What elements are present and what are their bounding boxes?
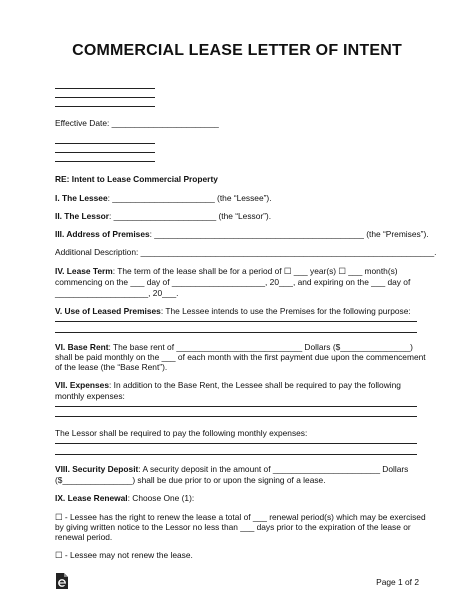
eforms-logo-icon: [55, 573, 69, 590]
expenses-line-2: monthly expenses:: [55, 391, 125, 401]
address-line[interactable]: [55, 143, 155, 144]
lease-term-line-1[interactable]: [55, 266, 398, 277]
renewal-option-2[interactable]: ☐ - Lessee may not renew the lease.: [55, 550, 193, 560]
premises-label: III. Address of Premises: [55, 229, 150, 239]
premises-field[interactable]: [55, 229, 429, 240]
lessor-text: : ______________________ (the “Lessor”).: [109, 211, 272, 221]
base-rent-label: VI. Base Rent: [55, 342, 109, 352]
expenses-line-1: [55, 380, 401, 391]
renewal-option-1-line-1[interactable]: ☐ - Lessee has the right to renew the lease a total of ___ renewal period(s) which may be exercised: [55, 512, 426, 522]
expenses-blank-line[interactable]: [55, 406, 417, 407]
expenses-blank-line[interactable]: [55, 416, 417, 417]
address-line[interactable]: [55, 106, 155, 107]
additional-description-field[interactable]: Additional Description: _______________________________________________________________.: [55, 247, 437, 257]
address-line[interactable]: [55, 161, 155, 162]
security-deposit-label: VIII. Security Deposit: [55, 464, 139, 474]
base-rent-line-3: of the lease (the “Base Rent”).: [55, 362, 168, 372]
lease-term-line-3[interactable]: ____________________, 20___.: [55, 288, 179, 298]
renewal-label: IX. Lease Renewal: [55, 493, 128, 503]
renewal-text: : Choose One (1):: [127, 493, 195, 503]
lessor-expenses-text: The Lessor shall be required to pay the following monthly expenses:: [55, 428, 308, 438]
lease-term-label: IV. Lease Term: [55, 266, 113, 276]
renewal-option-1-line-3: renewal period.: [55, 532, 113, 542]
lessee-label: I. The Lessee: [55, 193, 108, 203]
lease-term-line-2[interactable]: commencing on the ___ day of ____________________, 20___, and expiring on the ___ day of: [55, 277, 411, 287]
use-label: V. Use of Leased Premises: [55, 306, 161, 316]
security-deposit-line-1[interactable]: [55, 464, 408, 475]
address-line[interactable]: [55, 97, 155, 98]
use-of-premises: [55, 306, 411, 317]
security-deposit-text: : A security deposit in the amount of _______________________ Dollars: [138, 464, 409, 474]
lessor-field[interactable]: [55, 211, 271, 222]
address-line[interactable]: [55, 152, 155, 153]
address-line[interactable]: [55, 88, 155, 89]
expenses-label: VII. Expenses: [55, 380, 109, 390]
base-rent-line-2[interactable]: shall be paid monthly on the ___ of each month with the first payment due upon the commencement: [55, 352, 426, 362]
renewal-heading: [55, 493, 194, 504]
re-line: RE: Intent to Lease Commercial Property: [55, 174, 218, 184]
lease-term-text: : The term of the lease shall be for a period of ☐ ___ year(s) ☐ ___ month(s): [112, 266, 398, 276]
lessee-text: : ______________________ (the “Lessee”).: [107, 193, 272, 203]
expenses-text: : In addition to the Base Rent, the Lessee shall be required to pay the following: [109, 380, 401, 390]
page-number: Page 1 of 2: [376, 577, 419, 587]
renewal-option-1-line-2[interactable]: by giving written notice to the Lessor no less than ___ days prior to the expiration of the lease or: [55, 522, 411, 532]
lessee-field[interactable]: [55, 193, 272, 204]
lessor-expenses-blank-line[interactable]: [55, 443, 417, 444]
use-text: : The Lessee intends to use the Premises for the following purpose:: [160, 306, 411, 316]
use-blank-line[interactable]: [55, 332, 417, 333]
base-rent-text: : The base rent of ___________________________ Dollars ($_______________): [108, 342, 413, 352]
document-title: COMMERCIAL LEASE LETTER OF INTENT: [72, 42, 402, 59]
lessor-label: II. The Lessor: [55, 211, 109, 221]
premises-text: : _____________________________________________ (the “Premises”).: [149, 229, 429, 239]
effective-date-field[interactable]: Effective Date: _______________________: [55, 118, 219, 128]
lessor-expenses-blank-line[interactable]: [55, 454, 417, 455]
security-deposit-line-2[interactable]: ($_______________) shall be due prior to or upon the signing of a lease.: [55, 475, 326, 485]
use-blank-line[interactable]: [55, 321, 417, 322]
